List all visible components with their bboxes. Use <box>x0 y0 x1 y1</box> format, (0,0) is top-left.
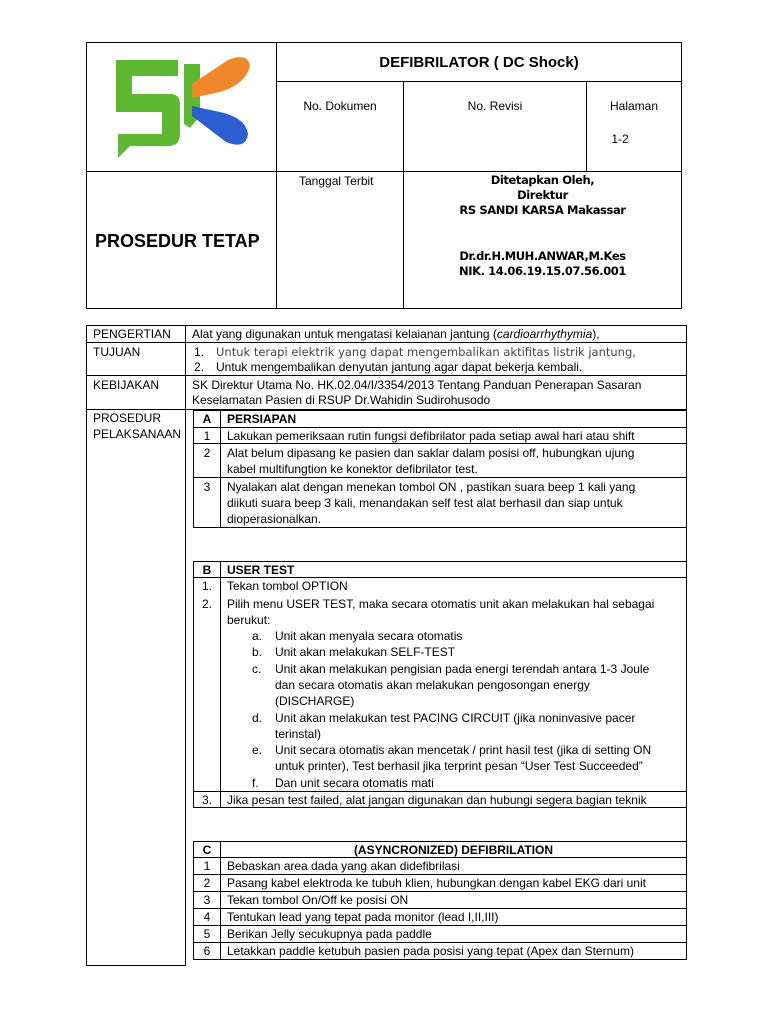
section-a-row-1-num: 1 <box>203 429 211 443</box>
halaman-label: Halaman <box>609 99 659 113</box>
pelaksanaan-label: PELAKSANAAN <box>93 427 182 441</box>
subitem-d-letter: d. <box>252 711 263 725</box>
subitem-d-line-2: terinstal) <box>275 727 322 741</box>
subitem-f: Dan unit secara otomatis mati <box>275 776 434 790</box>
prosedur-label: PROSEDUR <box>93 411 162 425</box>
section-b-step-3-num: 3. <box>201 793 212 807</box>
section-b-step-2-num: 2. <box>201 597 212 611</box>
subitem-c-line-1: Unit akan melakukan pengisian pada energi terendah antara 1-3 Joule <box>275 662 650 676</box>
section-c-row-4-num: 4 <box>203 910 211 924</box>
tujuan-item-1: Untuk terapi elektrik yang dapat mengembalikan aktifitas listrik jantung, <box>216 345 636 359</box>
section-c-letter: C <box>202 843 212 857</box>
subitem-b: Unit akan melakukan SELF-TEST <box>275 645 456 659</box>
hospital-logo <box>108 54 256 160</box>
section-a-letter: A <box>202 412 212 426</box>
section-c-row-5: Berikan Jelly secukupnya pada paddle <box>227 927 432 941</box>
section-b-title: USER TEST <box>227 563 295 577</box>
kebijakan-label: KEBIJAKAN <box>93 378 160 392</box>
penandatangan: Dr.dr.H.MUH.ANWAR,M.Kes <box>459 249 626 263</box>
pengertian-text <box>192 326 600 342</box>
tujuan-item-2-num: 2. <box>194 360 205 374</box>
tanggal-terbit-label: Tanggal Terbit <box>299 174 374 188</box>
tujuan-item-1-num: 1. <box>194 345 205 359</box>
section-b-letter: B <box>202 563 212 577</box>
nama-rumah-sakit: RS SANDI KARSA Makassar <box>459 203 626 217</box>
halaman-value: 1-2 <box>611 132 629 146</box>
subitem-e-letter: e. <box>252 743 263 757</box>
tujuan-label: TUJUAN <box>93 345 141 359</box>
section-a-row-3-line-3: dioperasionalkan. <box>227 512 322 526</box>
section-a-row-3-line-1: Nyalakan alat dengan menekan tombol ON , pastikan suara beep 1 kali yang <box>227 480 636 494</box>
subitem-f-letter: f. <box>252 776 259 790</box>
section-b-step-1-num: 1. <box>201 579 212 593</box>
no-revisi-label: No. Revisi <box>467 99 523 113</box>
section-c-row-2: Pasang kabel elektroda ke tubuh klien, hubungkan dengan kabel EKG dari unit <box>227 876 646 890</box>
section-a-title: PERSIAPAN <box>227 412 297 426</box>
subitem-a-letter: a. <box>252 629 263 643</box>
kebijakan-line-1: SK Direktur Utama No. HK.02.04/I/3354/2013 Tentang Panduan Penerapan Sasaran <box>192 378 642 392</box>
ditetapkan-oleh: Ditetapkan Oleh, <box>490 173 595 187</box>
section-a-row-2-line-2: kabel multifungtion ke konektor defibrilator test. <box>227 462 478 476</box>
section-b-step-1: Tekan tombol OPTION <box>227 579 348 593</box>
subitem-c-line-3: (DISCHARGE) <box>275 694 355 708</box>
section-a-row-2-line-1: Alat belum dipasang ke pasien dan saklar dalam posisi off, hubungkan ujung <box>227 446 635 460</box>
section-c-row-3-num: 3 <box>203 893 211 907</box>
pengertian-text-main: Alat yang digunakan untuk mengatasi kelaianan jantung ( <box>192 327 497 341</box>
subitem-e-line-1: Unit secara otomatis akan mencetak / print hasil test (jika di setting ON <box>275 743 652 757</box>
section-c-row-4: Tentukan lead yang tepat pada monitor (lead I,II,III) <box>227 910 499 924</box>
section-c-row-6-num: 6 <box>203 944 211 958</box>
subitem-e-line-2: untuk printer), Test berhasil jika terprint pesan “User Test Succeeded” <box>275 759 643 773</box>
no-dokumen-label: No. Dokumen <box>303 99 377 113</box>
kebijakan-line-2: Keselamatan Pasien di RSUP Dr.Wahidin Sudirohusodo <box>192 393 491 407</box>
section-a-row-3-line-2: diikuti suara beep 3 kali, menandakan self test alat berhasil dan siap untuk <box>227 496 623 510</box>
tujuan-item-2: Untuk mengembalikan denyutan jantung agar dapat bekerja kembali. <box>216 360 583 374</box>
section-c-title: (ASYNCRONIZED) DEFIBRILATION <box>353 843 554 857</box>
subitem-c-line-2: dan secara otomatis akan melakukan pengosongan energy <box>275 678 590 692</box>
section-b-step-2-line-2: berukut: <box>227 613 271 627</box>
section-a-row-3-num: 3 <box>203 480 211 494</box>
subitem-c-letter: c. <box>252 662 262 676</box>
subitem-d-line-1: Unit akan melakukan test PACING CIRCUIT (jika noninvasive pacer <box>275 711 636 725</box>
section-c-row-2-num: 2 <box>203 876 211 890</box>
section-a-row-1: Lakukan pemeriksaan rutin fungsi defibrilator pada setiap awal hari atau shift <box>227 429 635 443</box>
jabatan-direktur: Direktur <box>517 188 568 202</box>
prosedur-tetap-title: PROSEDUR TETAP <box>95 231 260 251</box>
section-c-row-6: Letakkan paddle ketubuh pasien pada posisi yang tepat (Apex dan Sternum) <box>227 944 634 958</box>
subitem-b-letter: b. <box>252 645 263 659</box>
section-c-row-3: Tekan tombol On/Off ke posisi ON <box>227 893 409 907</box>
subitem-a: Unit akan menyala secara otomatis <box>275 629 463 643</box>
section-b-step-2-line-1: Pilih menu USER TEST, maka secara otomatis unit akan melakukan hal sebagai <box>227 597 655 611</box>
section-b-step-3: Jika pesan test failed, alat jangan digunakan dan hubungi segera bagian teknik <box>227 793 647 807</box>
pengertian-text-end: ), <box>592 327 600 341</box>
section-c-row-1-num: 1 <box>203 859 211 873</box>
section-c-row-1: Bebaskan area dada yang akan didefibrilasi <box>227 859 460 873</box>
nik: NIK. 14.06.19.15.07.56.001 <box>458 264 627 278</box>
pengertian-term: cardioarrhythymia <box>496 327 593 341</box>
section-a-row-2-num: 2 <box>203 446 211 460</box>
document-title: DEFIBRILATOR ( DC Shock) <box>379 54 579 71</box>
section-c-row-5-num: 5 <box>203 927 211 941</box>
pengertian-label: PENGERTIAN <box>93 327 171 341</box>
